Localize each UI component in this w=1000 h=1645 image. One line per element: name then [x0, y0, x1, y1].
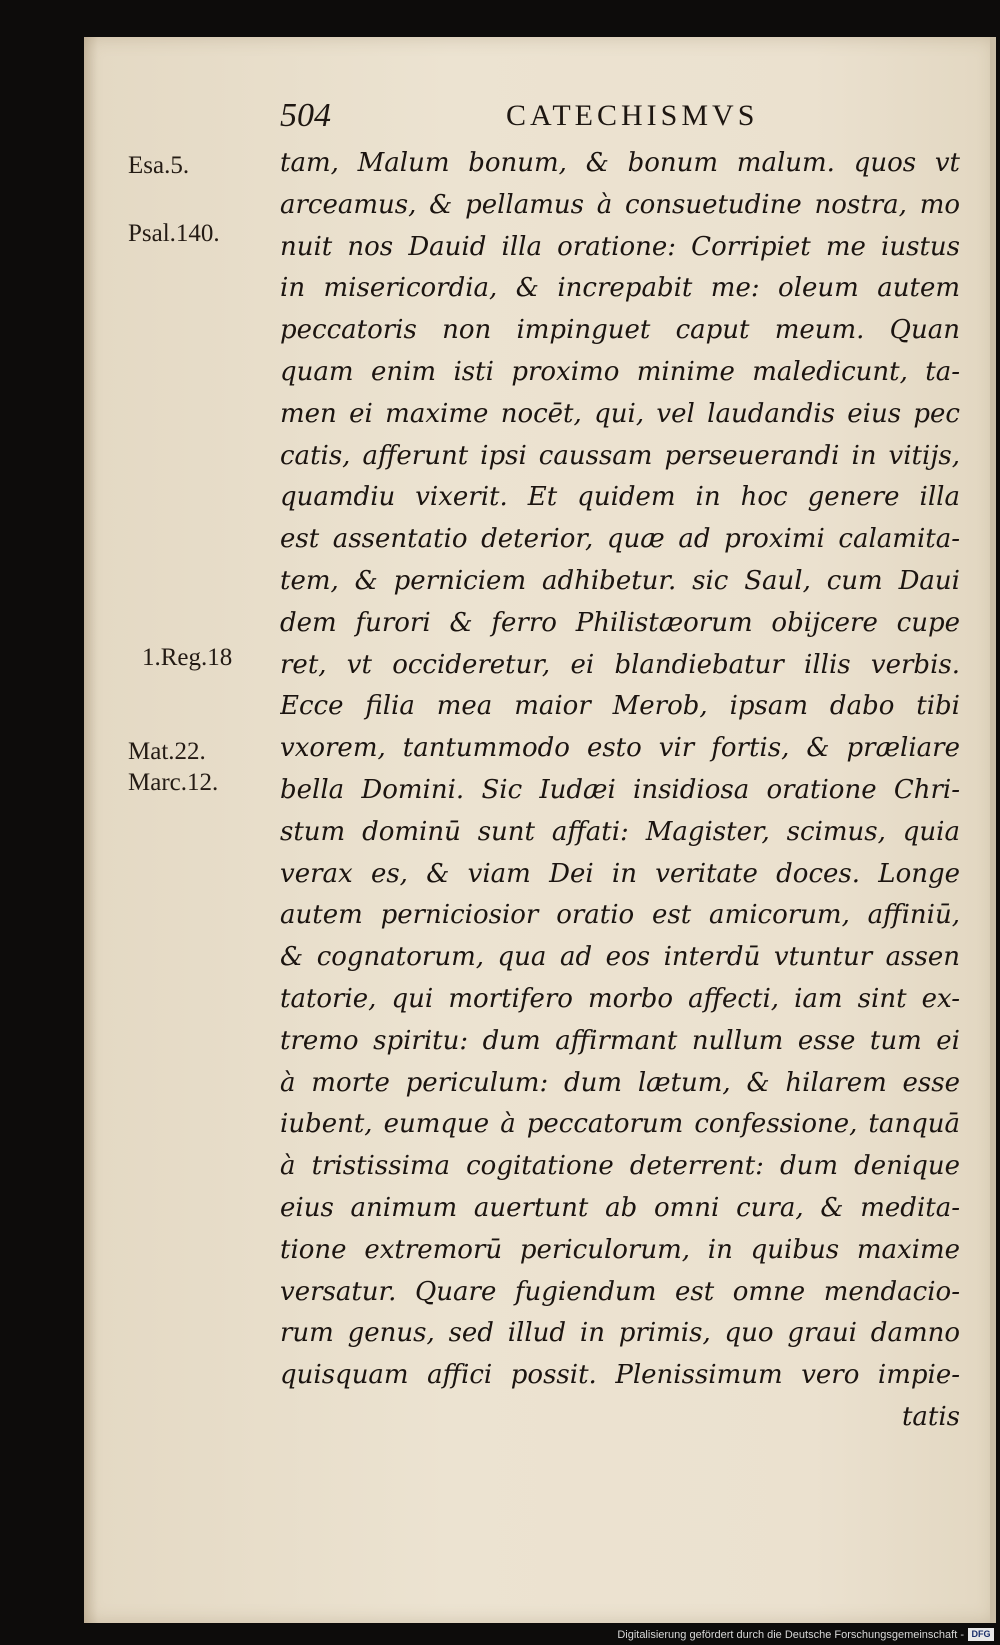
text-line: quamdiu vixerit. Et quidem in hoc genere illa — [280, 482, 960, 513]
text-line: est assentatio deterior, quæ ad proximi calamita- — [280, 524, 960, 555]
text-line: verax es, & viam Dei in veritate doces. Longe — [280, 858, 960, 889]
text-line: in misericordia, & increpabit me: oleum autem — [280, 273, 960, 304]
text-line: autem perniciosior oratio est amicorum, affiniū, — [280, 900, 960, 931]
body-text — [280, 143, 960, 1439]
text-line: bella Domini. Sic Iudæi insidiosa oratione Chri- — [280, 774, 960, 805]
running-title: CATECHISMVS — [506, 99, 759, 132]
text-line: eius animum auertunt ab omni cura, & medita- — [280, 1192, 960, 1223]
margin-note: Marc.12. — [128, 769, 219, 796]
page-number: 504 — [280, 97, 331, 134]
running-head — [280, 97, 940, 147]
text-line: vxorem, tantummodo esto vir fortis, & præliare — [280, 733, 960, 764]
text-line: quam enim isti proximo minime maledicunt, ta- — [280, 356, 960, 387]
book-page — [84, 37, 996, 1623]
margin-note: Esa.5. — [128, 152, 190, 179]
text-line: Ecce filia mea maior Merob, ipsam dabo tibi — [280, 691, 960, 722]
margin-notes — [84, 37, 254, 1623]
text-line: iubent, eumque à peccatorum confessione, tanquā — [280, 1109, 960, 1140]
funding-credit: Digitalisierung gefördert durch die Deutsche Forschungsgemeinschaft - — [617, 1629, 964, 1641]
text-line: tam, Malum bonum, & bonum malum. quos vt — [280, 148, 960, 178]
text-line: tremo spiritu: dum affirmant nullum esse tum ei — [280, 1025, 960, 1056]
text-line: men ei maxime nocēt, qui, vel laudandis eius pec — [280, 398, 960, 429]
page-edge — [990, 37, 996, 1623]
text-line: tione extremorū periculorum, in quibus maxime — [280, 1234, 960, 1265]
text-line: dem furori & ferro Philistæorum obijcere cupe — [280, 607, 960, 638]
text-line: tem, & perniciem adhibetur. sic Saul, cum Daui — [280, 565, 960, 596]
text-line: stum dominū sunt affati: Magister, scimus, quia — [280, 816, 960, 847]
margin-note: Mat.22. — [128, 738, 206, 765]
text-line: à tristissima cogitatione deterrent: dum denique — [280, 1151, 960, 1182]
text-line: quisquam affici possit. Plenissimum vero impie- — [280, 1360, 960, 1391]
text-line: & cognatorum, qua ad eos interdū vtuntur assen — [280, 942, 960, 973]
text-line: tatorie, qui mortifero morbo affecti, iam sint ex- — [280, 983, 960, 1014]
margin-note: Psal.140. — [128, 220, 220, 247]
text-line: nuit nos Dauid illa oratione: Corripiet me iustus — [280, 231, 960, 262]
dfg-logo-icon: DFG — [968, 1628, 994, 1641]
text-line: ret, vt occideretur, ei blandiebatur illis verbis. — [280, 649, 960, 680]
text-line: versatur. Quare fugiendum est omne mendacio- — [280, 1276, 960, 1307]
text-line: peccatoris non impinguet caput meum. Quan — [280, 315, 960, 346]
catchword: tatis — [901, 1401, 960, 1432]
footer-bar — [0, 1623, 1000, 1645]
text-line: arceamus, & pellamus à consuetudine nostra, mo — [280, 189, 960, 220]
text-line: à morte periculum: dum lætum, & hilarem esse — [280, 1067, 960, 1098]
text-line: catis, afferunt ipsi caussam perseuerandi in vitijs, — [280, 440, 960, 471]
text-line: rum genus, sed illud in primis, quo graui damno — [280, 1318, 960, 1349]
margin-note: 1.Reg.18 — [142, 644, 233, 671]
